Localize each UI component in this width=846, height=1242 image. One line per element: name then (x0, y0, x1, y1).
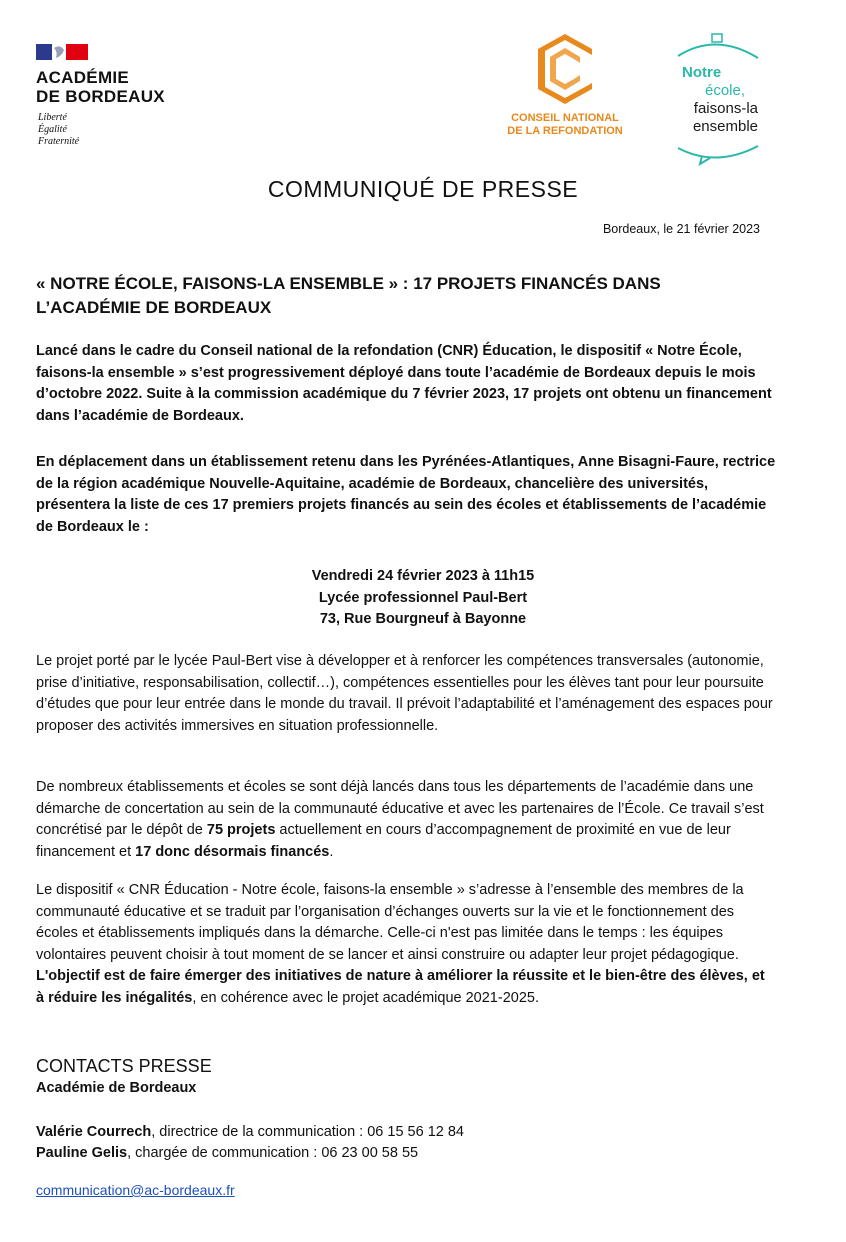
cnr-logo (494, 30, 644, 142)
event-address: 73, Rue Bourgneuf à Bayonne (319, 611, 527, 627)
contacts-organization: Académie de Bordeaux (36, 1080, 197, 1096)
event-date: Vendredi 24 février 2023 à 11h15 (311, 568, 535, 584)
intro-paragraph: Lancé dans le cadre du Conseil national de la refondation (CNR) Éducation, le dispositif « Notre École, faisons-la ensemble » s’est progressivement déployé dans toute l’académie de Bordeaux depuis le mois d’octobre 2022. Suite à la commission académique du 7 février 2023, 17 projets ont obtenu un financement dans l’académie de Bordeaux. (36, 343, 772, 424)
page-title: COMMUNIQUÉ DE PRESSE (267, 176, 579, 202)
establishments-paragraph: De nombreux établissements et écoles se sont déjà lancés dans tous les départements de l’académie dans une démarche de concertation au sein de la communauté éducative et avec les partenaires de l’École. Ce travail s’est concrétisé par le dépôt de 75 projets actuellement en cours d’accompagnement de proximité en vue de leur financement et 17 donc désormais financés. (36, 779, 764, 860)
ensemble-label: ensemble (692, 118, 758, 135)
event-details (0, 566, 846, 631)
notre-ecole-logo (672, 30, 782, 170)
cnr-hexagon-icon (530, 30, 600, 108)
ecole-label: école, (705, 82, 746, 99)
academie-logo (36, 42, 206, 152)
visit-paragraph: En déplacement dans un établissement retenu dans les Pyrénées-Atlantiques, Anne Bisagni-Faure, rectrice de la région académique Nouvelle-Aquitaine, académie de Bordeaux, chancelière des universités, présentera la liste de ces 17 premiers projets financés au sein des écoles et établissements de l’académie de Bordeaux le : (36, 454, 776, 535)
contacts-title: CONTACTS PRESSE (36, 1056, 212, 1076)
marianne-flag-icon (36, 42, 88, 62)
dispositif-paragraph: Le dispositif « CNR Éducation - Notre école, faisons-la ensemble » s’adresse à l’ensemble des membres de la communauté éducative et se traduit par l’organisation d’échanges ouverts sur la vie et le fonctionnement des écoles et établissements impliqués dans la démarche. Celle-ci n'est pas limitée dans le temps : les équipes volontaires peuvent choisir à tout moment de se lancer et ainsi construire ou adapter leur projet pédagogique. L'objectif est de faire émerger des initiatives de nature à améliorer la réussite et le bien-être des élèves, et à réduire les inégalités, en cohérence avec le projet académique 2021-2025. (36, 882, 765, 1006)
notre-label: Notre (682, 64, 722, 81)
contact-person: Pauline Gelis, chargée de communication : 06 23 00 58 55 (36, 1145, 419, 1161)
headline: « NOTRE ÉCOLE, FAISONS-LA ENSEMBLE » : 17 PROJETS FINANCÉS DANS L’ACADÉMIE DE BORDEAUX (36, 274, 661, 317)
academie-name: ACADÉMIE DE BORDEAUX (36, 68, 165, 106)
contact-email-link[interactable]: communication@ac-bordeaux.fr (36, 1182, 235, 1198)
event-place: Lycée professionnel Paul-Bert (318, 589, 528, 606)
press-date: Bordeaux, le 21 février 2023 (602, 222, 760, 236)
project-paragraph: Le projet porté par le lycée Paul-Bert vise à développer et à renforcer les compétences transversales (autonomie, prise d’initiative, responsabilisation, collectif…), compétences essentielles pour les élèves tant pour leur poursuite d’études que pour leur entrée dans le monde du travail. Il prévoit l’adaptabilité et l’aménagement des espaces pour proposer des activités immersives en situation professionnelle. (36, 653, 773, 734)
cnr-label: CONSEIL NATIONAL DE LA REFONDATION (507, 112, 623, 137)
faisons-la-label: faisons-la (693, 100, 758, 117)
republic-motto: Liberté Égalité Fraternité (38, 112, 80, 147)
contact-person: Valérie Courrech, directrice de la communication : 06 15 56 12 84 (36, 1124, 464, 1140)
